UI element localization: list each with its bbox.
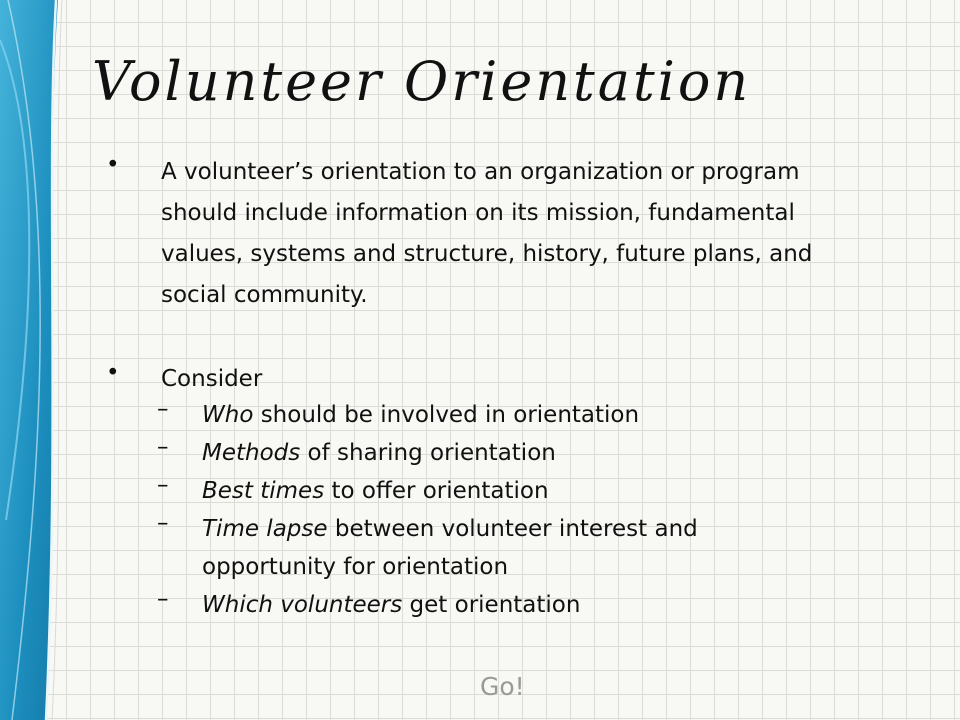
bullet-text: Consider [161,366,263,392]
dash-marker: – [157,434,169,460]
dash-marker: – [157,396,169,422]
sub-bullet-list [157,396,822,624]
emphasis-text: Who [202,402,254,428]
sub-bullet-item [157,396,822,434]
sub-bullet-item [157,472,822,510]
dash-marker: – [157,510,169,536]
sub-bullet-text [202,396,822,434]
dash-marker: – [157,472,169,498]
dash-marker: – [157,586,169,612]
side-decoration [0,0,70,720]
sub-bullet-rest: between volunteer interest and opportunity for orientation [202,516,698,580]
bullet-marker: • [106,360,120,386]
sub-bullet-item [157,510,822,586]
bullet-text: A volunteer’s orientation to an organization or program should include information on its mission, fundamental values, systems and structure, history, future plans, and social community. [161,159,813,308]
slide-title: Volunteer Orientation [92,50,752,113]
sub-bullet-text [202,586,822,624]
sub-bullet-item [157,586,822,624]
emphasis-text: Best times [202,478,325,504]
sub-bullet-rest: to offer orientation [324,478,549,504]
sub-bullet-rest: should be involved in orientation [253,402,640,428]
bullet-marker: • [106,152,120,178]
emphasis-text: Methods [202,440,301,466]
emphasis-text: Time lapse [202,516,328,542]
sub-bullet-item [157,434,822,472]
sub-bullet-text [202,434,822,472]
sub-bullet-rest: of sharing orientation [300,440,556,466]
sub-bullet-rest: get orientation [402,592,581,618]
sub-bullet-text [202,472,822,510]
go-link[interactable]: Go! [480,672,525,701]
sub-bullet-text [202,510,822,586]
emphasis-text: Which volunteers [202,592,403,618]
